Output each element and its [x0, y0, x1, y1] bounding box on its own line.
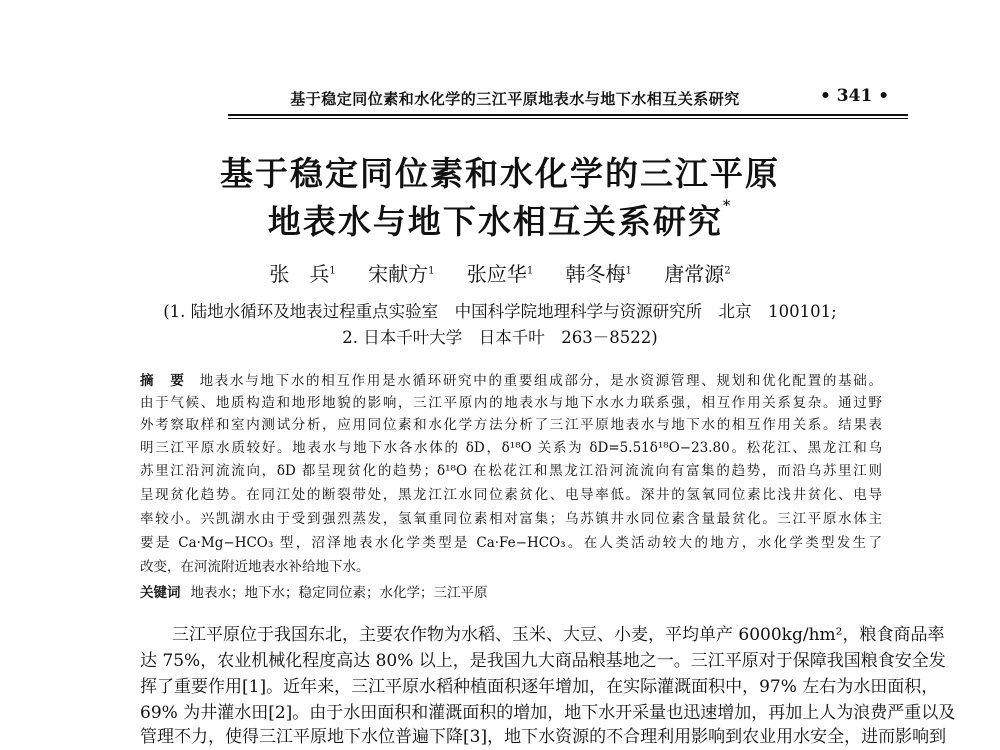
abstract-line: 明三江平原水质较好。地表水与地下水各水体的 δD，δ¹⁸O 关系为 δD=5.51δ¹⁸O−23.80。松花江、黑龙江和乌 — [140, 440, 882, 456]
keywords-label: 关键词 — [140, 585, 181, 601]
abstract-line: 改变，在河流附近地表水补给地下水。 — [140, 559, 370, 575]
title-footnote-mark: * — [722, 198, 733, 214]
abstract-line: 苏里江沿河流流向，δD 都呈现贫化的趋势；δ¹⁸O 在松花江和黑龙江沿河流流向有富集的趋势，而沿乌苏里江则 — [140, 463, 882, 479]
abstract-line: 率较小。兴凯湖水由于受到强烈蒸发，氢氧重同位素相对富集；乌苏镇井水同位素含量最贫化。三江平原水体主 — [140, 511, 882, 527]
body-line: 69% 为井灌水田[2]。由于水田面积和灌溉面积的增加，地下水开采量也迅速增加，再加上人为浪费严重以及 — [140, 703, 956, 723]
author-list — [0, 258, 1000, 287]
article-title-line1: 基于稳定同位素和水化学的三江平原 — [220, 154, 780, 193]
running-title: 基于稳定同位素和水化学的三江平原地表水与地下水相互关系研究 — [290, 90, 740, 108]
affiliation-line1: (1. 陆地水循环及地表过程重点实验室 中国科学院地理科学与资源研究所 北京 100101; — [163, 302, 837, 321]
abstract-line: 呈现贫化趋势。在同江处的断裂带处，黑龙江江水同位素贫化、电导率低。深井的氢氧同位素比浅井贫化、电导 — [140, 487, 882, 503]
keywords-list: 地表水；地下水；稳定同位素；水化学；三江平原 — [190, 585, 488, 601]
body-line: 三江平原位于我国东北，主要农作物为水稻、玉米、大豆、小麦，平均单产 6000kg/hm²，粮食商品率 — [172, 625, 945, 645]
author: 张 兵$^1$ — [269, 262, 336, 286]
header-rule-thin — [228, 118, 908, 119]
author: 张应华$^1$ — [466, 262, 534, 286]
header-rule — [228, 114, 908, 116]
body-line: 达 75%，农业机械化程度高达 80% 以上，是我国九大商品粮基地之一。三江平原对于保障我国粮食安全发 — [140, 651, 946, 671]
body-line: 挥了重要作用[1]。近年来，三江平原水稻种植面积逐年增加，在实际灌溉面积中，97% 左右为水田面积， — [140, 677, 939, 697]
author: 韩冬梅$^1$ — [565, 262, 632, 286]
author: 唐常源$^2$ — [664, 262, 731, 286]
page-number: • 341 • — [820, 86, 890, 106]
keywords — [140, 582, 882, 604]
abstract-line: 外考察取样和室内测试分析，应用同位素和水化学方法分析了三江平原地表水与地下水的相互作用关系。结果表 — [140, 417, 882, 433]
affiliation-line2: 2. 日本千叶大学 日本千叶 263－8522) — [342, 328, 658, 347]
article-title-line2: 地表水与地下水相互关系研究* — [267, 198, 733, 241]
abstract-label: 摘 要 — [140, 373, 186, 389]
body-line: 管理不力，使得三江平原地下水位普遍下降[3]，地下水资源的不合理利用影响到农业用水安全，进而影响到 — [140, 727, 947, 747]
abstract-line: 要是 Ca·Mg−HCO₃ 型，沼泽地表水化学类型是 Ca·Fe−HCO₃。在人类活动较大的地方，水化学类型发生了 — [140, 535, 882, 551]
author: 宋献方$^1$ — [368, 262, 435, 286]
abstract-line: 由于气候、地质构造和地形地貌的影响，三江平原内的地表水与地下水水力联系强，相互作用关系复杂。通过野 — [140, 395, 882, 411]
abstract-line: 摘 要 地表水与地下水的相互作用是水循环研究中的重要组成部分，是水资源管理、规划和优化配置的基础。 — [140, 373, 883, 389]
